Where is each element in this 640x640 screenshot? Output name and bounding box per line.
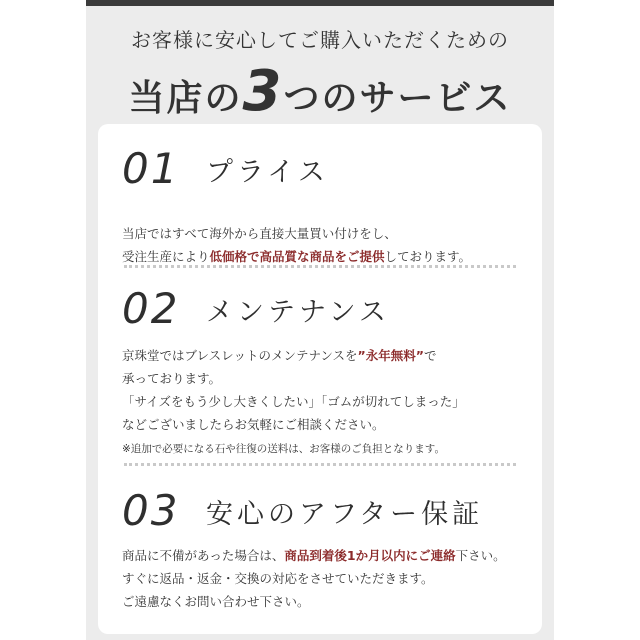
body-text: すぐに返品・返金・交換の対応をさせていただきます。 <box>122 571 434 586</box>
subtitle: お客様に安心してご購入いただくための <box>131 28 509 52</box>
section-heading: プライス <box>206 157 329 188</box>
body-line <box>122 567 506 590</box>
section-body <box>122 544 506 613</box>
body-line <box>122 367 465 390</box>
body-text: 京珠堂ではブレスレットのメンテナンスを <box>122 348 358 363</box>
title-number: 3 <box>242 59 284 124</box>
body-text: などございましたらお気軽にご相談ください。 <box>122 417 385 432</box>
body-text: で <box>423 348 437 363</box>
section-heading: メンテナンス <box>206 297 390 328</box>
body-text: 受注生産により <box>122 249 210 264</box>
title-prefix: 当店の <box>128 78 243 119</box>
body-line <box>122 413 465 436</box>
highlight-text: 商品到着後1か月以内にご連絡 <box>284 548 456 563</box>
highlight-text: ”永年無料” <box>357 348 424 363</box>
divider <box>124 463 516 466</box>
section-number: 03 <box>122 486 180 535</box>
section-body <box>122 222 471 268</box>
body-text: 承っております。 <box>122 371 222 386</box>
top-bar <box>86 0 554 6</box>
body-line <box>122 436 465 461</box>
body-line <box>122 344 465 367</box>
body-line <box>122 544 506 567</box>
body-line <box>122 590 506 613</box>
body-text: ※追加で必要になる石や往復の送料は、お客様のご負担となります。 <box>122 443 445 455</box>
body-line <box>122 390 465 413</box>
page-title <box>86 59 554 129</box>
body-text: 当店ではすべて海外から直接大量買い付けをし、 <box>122 226 397 241</box>
body-text: ご遠慮なくお問い合わせ下さい。 <box>122 594 310 609</box>
body-text: しております。 <box>384 249 472 264</box>
section-heading: 安心のアフター保証 <box>206 499 484 530</box>
section-body <box>122 344 465 461</box>
services-card <box>98 124 542 634</box>
body-text: 「サイズをもう少し大きくしたい」「ゴムが切れてしまった」 <box>122 394 465 409</box>
body-text: 下さい。 <box>455 548 506 563</box>
section-number: 02 <box>122 284 180 333</box>
body-line <box>122 222 471 245</box>
section-number: 01 <box>122 144 180 193</box>
divider <box>124 265 516 268</box>
highlight-text: 低価格で高品質な商品をご提供 <box>209 249 385 264</box>
title-suffix: つのサービス <box>283 78 512 119</box>
body-text: 商品に不備があった場合は、 <box>122 548 285 563</box>
